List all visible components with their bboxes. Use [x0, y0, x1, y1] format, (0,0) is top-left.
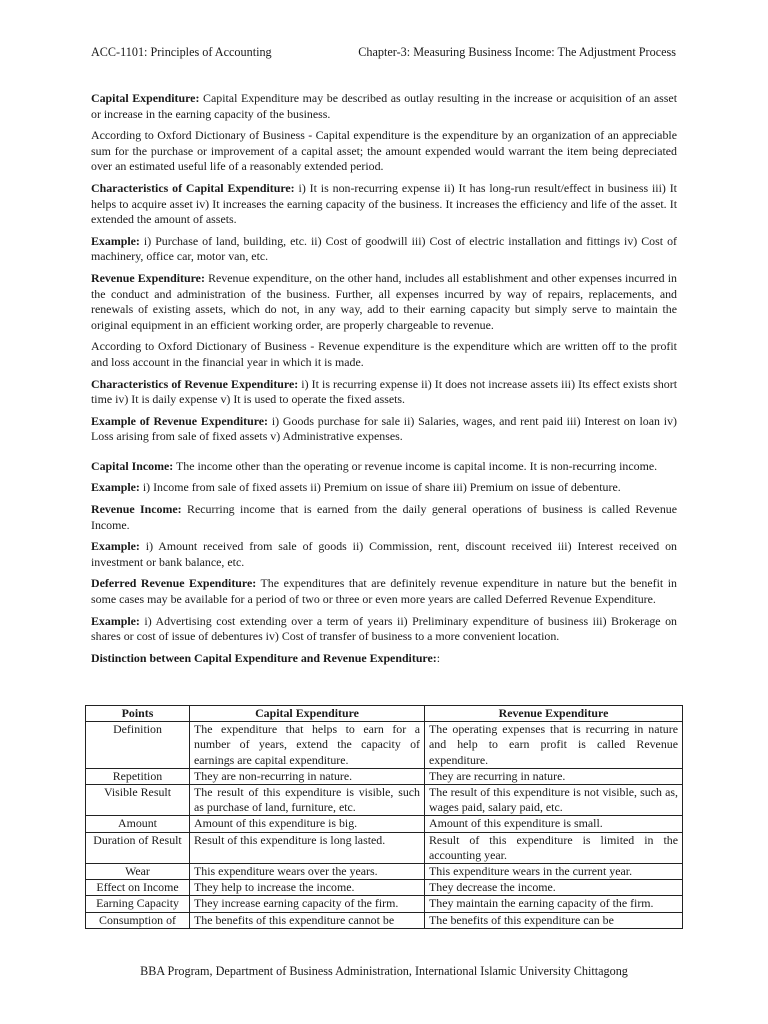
- row-point: Consumption of: [86, 912, 190, 928]
- paragraph-capital-example: Example: i) Purchase of land, building, etc. ii) Cost of goodwill iii) Cost of electric installation and fittings iv) Cost of machinery, office car, motor van, etc.: [91, 233, 677, 264]
- table-header-row: [86, 706, 683, 722]
- row-point: Earning Capacity: [86, 896, 190, 912]
- distinction-table: [85, 705, 683, 929]
- row-revenue: Result of this expenditure is limited in the accounting year.: [425, 832, 683, 863]
- paragraph-revenue-oxford: According to Oxford Dictionary of Business - Revenue expenditure is the expenditure which are written off to the profit and loss account in the financial year in which it is made.: [91, 339, 677, 369]
- paragraph-deferred-example: Example: i) Advertising cost extending over a term of years ii) Preliminary expenditure of business iii) Brokerage on shares or cost of issue of debentures iv) Cost of transfer of business to a more convenient location.: [91, 613, 677, 644]
- row-capital: The result of this expenditure is visible, such as purchase of land, furniture, etc.: [190, 785, 425, 816]
- row-capital: This expenditure wears over the years.: [190, 864, 425, 880]
- row-point: Repetition: [86, 768, 190, 784]
- row-capital: They increase earning capacity of the firm.: [190, 896, 425, 912]
- row-capital: They help to increase the income.: [190, 880, 425, 896]
- row-revenue: They are recurring in nature.: [425, 768, 683, 784]
- paragraph-capital-income-example: Example: i) Income from sale of fixed assets ii) Premium on issue of share iii) Premium on issue of debenture.: [91, 480, 621, 495]
- row-revenue: The operating expenses that is recurring in nature and help to earn profit is called Revenue expenditure.: [425, 722, 683, 769]
- row-revenue: Amount of this expenditure is small.: [425, 816, 683, 832]
- paragraph-capital-oxford: According to Oxford Dictionary of Business - Capital expenditure is the expenditure by an organization of an appreciable sum for the purchase or improvement of a capital asset; the amount expended would warrant the item being depreciated over an estimated useful life of a reasonably extended period.: [91, 128, 677, 174]
- row-point: Effect on Income: [86, 880, 190, 896]
- row-revenue: The benefits of this expenditure can be: [425, 912, 683, 928]
- page-header: [91, 45, 676, 60]
- row-capital: The benefits of this expenditure cannot be: [190, 912, 425, 928]
- table-row: [86, 722, 683, 769]
- paragraph-capital-characteristics: Characteristics of Capital Expenditure: i) It is non-recurring expense ii) It has long-run result/effect in business iii) It helps to acquire asset iv) It increases the earning capacity of the business. It increases the efficiency and life of the asset. It extended the amount of assets.: [91, 180, 677, 227]
- table-title: Distinction between Capital Expenditure and Revenue Expenditure::: [91, 650, 441, 665]
- chapter-title: Chapter-3: Measuring Business Income: The Adjustment Process: [358, 45, 676, 59]
- paragraph-deferred-revenue: Deferred Revenue Expenditure: The expenditures that are definitely revenue expenditure in nature but the benefit in some cases may be available for a period of two or three or even more years are called Deferred Revenue Expenditure.: [91, 576, 677, 607]
- row-capital: Amount of this expenditure is big.: [190, 816, 425, 832]
- row-point: Amount: [86, 816, 190, 832]
- row-revenue: The result of this expenditure is not visible, such as, wages paid, salary paid, etc.: [425, 785, 683, 816]
- header-capital-expenditure: Capital Expenditure: [190, 706, 425, 722]
- table-row: [86, 785, 683, 816]
- header-revenue-expenditure: Revenue Expenditure: [425, 706, 683, 722]
- paragraph-revenue-expenditure: Revenue Expenditure: Revenue expenditure, on the other hand, includes all establishment and other expenses incurred in the conduct and administration of the business. Further, all expenses incurred by way of repairs, replacements, and renewals of existing assets, which do not, in any way, add to their earning capacity but simply serve to maintain the original equipment in an efficient working order, are properly chargeable to revenue.: [91, 270, 677, 332]
- paragraph-revenue-example: Example of Revenue Expenditure: i) Goods purchase for sale ii) Salaries, wages, and rent paid iii) Interest on loan iv) Loss arising from sale of fixed assets v) Administrative expenses.: [91, 413, 677, 444]
- page-footer: BBA Program, Department of Business Administration, International Islamic University Chittagong: [140, 964, 628, 978]
- row-capital: Result of this expenditure is long lasted.: [190, 832, 425, 863]
- table-row: [86, 816, 683, 832]
- paragraph-revenue-characteristics: Characteristics of Revenue Expenditure: i) It is recurring expense ii) It does not increase assets iii) Its effect exists short time iv) It is daily expense v) It is used to operate the fixed assets.: [91, 376, 678, 407]
- row-revenue: This expenditure wears in the current year.: [425, 864, 683, 880]
- table-row: [86, 864, 683, 880]
- table-row: [86, 896, 683, 912]
- table-row: [86, 832, 683, 863]
- document-body: [91, 91, 677, 672]
- table-row: [86, 912, 683, 928]
- paragraph-capital-expenditure: Capital Expenditure: Capital Expenditure may be described as outlay resulting in the increase or acquisition of an asset or increase in the earning capacity of the business.: [91, 91, 677, 121]
- paragraph-revenue-income-example: Example: i) Amount received from sale of goods ii) Commission, rent, discount received iii) Interest received on investment or bank balance, etc.: [91, 539, 677, 569]
- row-point: Visible Result: [86, 785, 190, 816]
- row-capital: They are non-recurring in nature.: [190, 768, 425, 784]
- row-point: Definition: [86, 722, 190, 769]
- row-point: Wear: [86, 864, 190, 880]
- table-row: [86, 880, 683, 896]
- row-capital: The expenditure that helps to earn for a number of years, extend the capacity of earnings are capital expenditure.: [190, 722, 425, 769]
- paragraph-revenue-income: Revenue Income: Recurring income that is earned from the daily general operations of business is called Revenue Income.: [91, 502, 677, 532]
- row-revenue: They maintain the earning capacity of the firm.: [425, 896, 683, 912]
- row-revenue: They decrease the income.: [425, 880, 683, 896]
- header-points: Points: [86, 706, 190, 722]
- table-row: [86, 768, 683, 784]
- row-point: Duration of Result: [86, 832, 190, 863]
- course-title: ACC-1101: Principles of Accounting: [91, 45, 272, 59]
- paragraph-capital-income: Capital Income: The income other than the operating or revenue income is capital income. It is non-recurring income.: [91, 458, 658, 473]
